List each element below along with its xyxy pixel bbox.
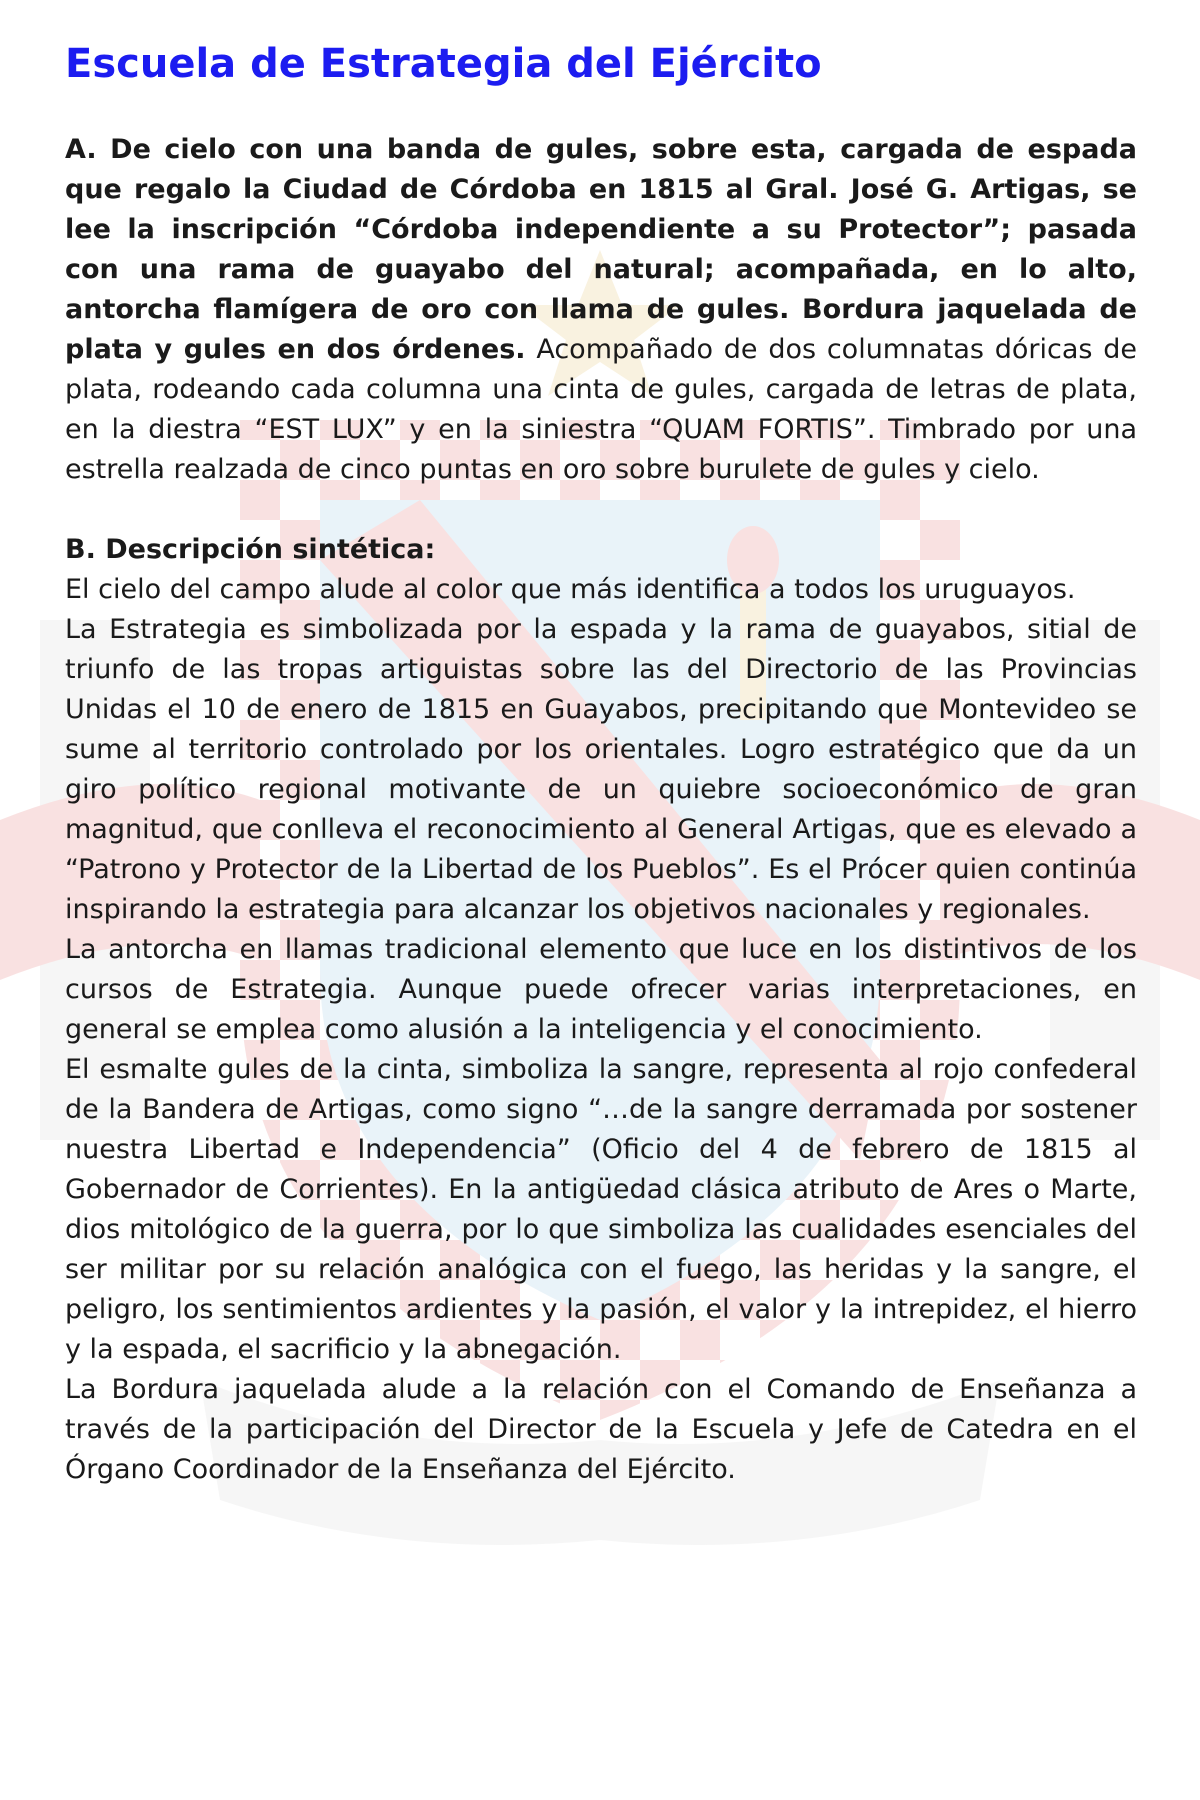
section-b-paragraph-3: La antorcha en llamas tradicional elemento que luce en los distintivos de los cursos de Estrategia. Aunque puede ofrecer varias interpretaciones, en general se emplea como alusión a la inteligencia y el conocimiento. bbox=[65, 934, 1137, 1045]
section-b-paragraph-5: La Bordura jaquelada alude a la relación con el Comando de Enseñanza a través de la participación del Director de la Escuela y Jefe de Catedra en el Órgano Coordinador de la Enseñanza del Ejército. bbox=[65, 1374, 1137, 1485]
section-b-paragraph-4: El esmalte gules de la cinta, simboliza la sangre, representa al rojo confederal de la Bandera de Artigas, como signo “…de la sangre derramada por sostener nuestra Libertad e Independencia” (Oficio del 4 de febrero de 1815 al Gobernador de Corrientes). En la antigüedad clásica atributo de Ares o Marte, dios mitológico de la guerra, por lo que simboliza las cualidades esenciales del ser militar por su relación analógica con el fuego, las heridas y la sangre, el peligro, los sentimientos ardientes y la pasión, el valor y la intrepidez, el hierro y la espada, el sacrificio y la abnegación. bbox=[65, 1054, 1137, 1365]
section-a-normal-text: Acompañado de dos columnatas dóricas de plata, rodeando cada columna una cinta de gules, cargada de letras de plata, en la diestra “EST LUX” y en la siniestra “QUAM FORTIS”. Timbrado por una estrella realzada de cinco puntas en oro sobre burulete de gules y cielo. bbox=[65, 334, 1137, 485]
section-b-paragraph-1: El cielo del campo alude al color que más identifica a todos los uruguayos. bbox=[65, 574, 1076, 605]
section-b-heading: B. Descripción sintética: bbox=[65, 534, 436, 565]
section-b-paragraph-2: La Estrategia es simbolizada por la espada y la rama de guayabos, sitial de triunfo de las tropas artiguistas sobre las del Directorio de las Provincias Unidas el 10 de enero de 1815 en Guayabos, precipitando que Montevideo se sume al territorio controlado por los orientales. Logro estratégico que da un giro político regional motivante de un quiebre socioeconómico de gran magnitud, que conlleva el reconocimiento al General Artigas, que es elevado a “Patrono y Protector de la Libertad de los Pueblos”. Es el Prócer quien continúa inspirando la estrategia para alcanzar los objetivos nacionales y regionales. bbox=[65, 614, 1137, 925]
document-body bbox=[65, 40, 1137, 1490]
page-title: Escuela de Estrategia del Ejército bbox=[65, 41, 822, 87]
section-a-paragraph bbox=[65, 130, 1137, 490]
section-a-bold-text: A. De cielo con una banda de gules, sobre esta, cargada de espada que regalo la Ciudad de Córdoba en 1815 al Gral. José G. Artigas, se lee la inscripción “Córdoba independiente a su Protector”; pasada con una rama de guayabo del natural; acompañada, en lo alto, antorcha flamígera de oro con llama de gules. Bordura jaquelada de plata y gules en dos órdenes. bbox=[65, 134, 1137, 365]
